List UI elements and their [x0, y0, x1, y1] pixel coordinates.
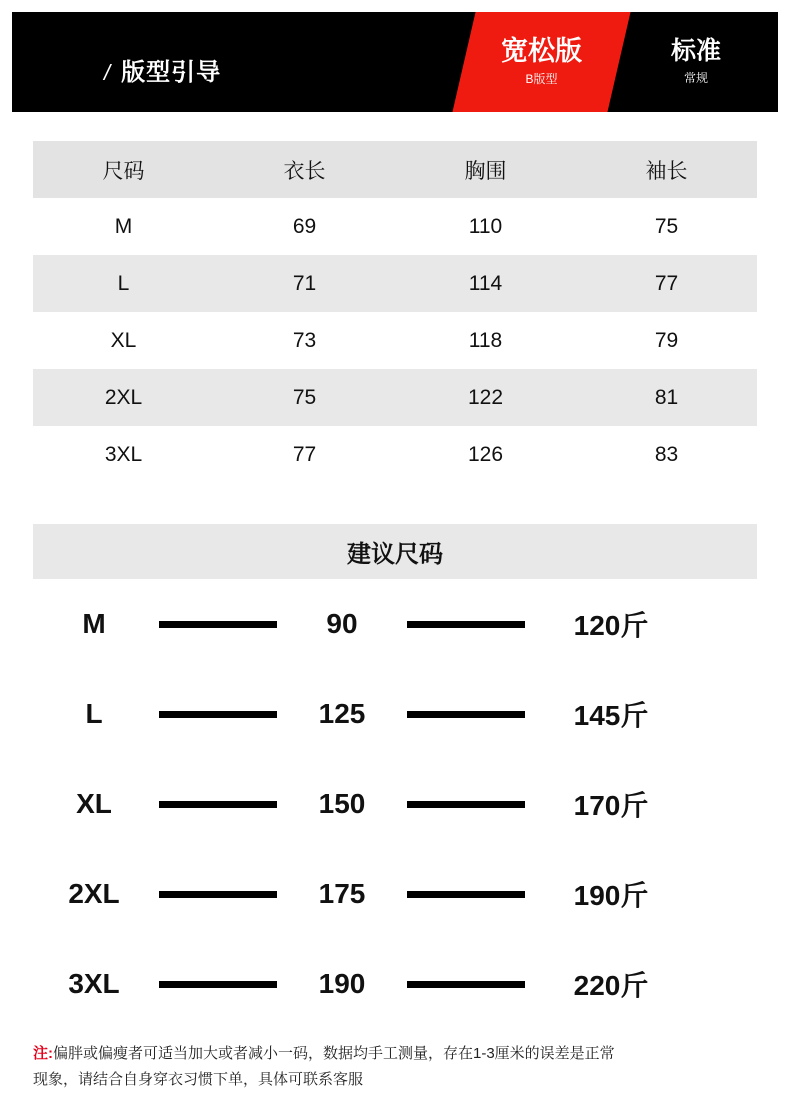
column-header-sleeve: 袖长 — [576, 141, 757, 198]
dash-separator — [159, 891, 277, 898]
size-guide-page — [0, 12, 790, 1104]
cell-size: 3XL — [33, 426, 214, 483]
cell-sleeve: 75 — [576, 198, 757, 255]
page-title — [104, 52, 221, 87]
cell-length: 77 — [214, 426, 395, 483]
list-item — [33, 759, 757, 849]
tab-loose-fit-label: 宽松版 — [501, 36, 582, 67]
recommended-size-title: 建议尺码 — [33, 524, 757, 579]
cell-bust: 110 — [395, 198, 576, 255]
tab-standard-label: 标准 — [670, 36, 721, 65]
table-row — [33, 426, 757, 483]
cell-size: 2XL — [33, 369, 214, 426]
cell-length: 75 — [214, 369, 395, 426]
dash-separator — [159, 621, 277, 628]
note-block — [33, 1041, 757, 1094]
rec-size: 3XL — [68, 968, 120, 999]
rec-weight-from: 175 — [318, 878, 366, 909]
table-row — [33, 255, 757, 312]
tab-standard-sublabel: 常规 — [683, 71, 708, 86]
cell-length: 73 — [214, 312, 395, 369]
list-item — [33, 669, 757, 759]
rec-weight-to: 120斤 — [573, 610, 649, 641]
rec-weight-to: 170斤 — [573, 790, 649, 821]
column-header-bust: 胸围 — [395, 141, 576, 198]
rec-weight-from: 150 — [318, 788, 366, 819]
cell-sleeve: 77 — [576, 255, 757, 312]
list-item — [33, 579, 757, 669]
cell-bust: 114 — [395, 255, 576, 312]
dash-separator — [159, 801, 277, 808]
rec-weight-from: 125 — [318, 698, 366, 729]
cell-length: 71 — [214, 255, 395, 312]
note-label: 注: — [33, 1045, 53, 1062]
rec-weight-from: 90 — [326, 608, 358, 639]
dash-separator — [407, 981, 525, 988]
cell-bust: 118 — [395, 312, 576, 369]
page-title-text: 版型引导 — [121, 59, 222, 86]
title-slash: / — [104, 60, 112, 85]
table-row — [33, 198, 757, 255]
table-header-row — [33, 141, 757, 198]
tab-loose-fit-sublabel: B版型 — [525, 71, 558, 86]
note-line-1: 偏胖或偏瘦者可适当加大或者减小一码，数据均手工测量，存在1-3厘米的误差是正常 — [53, 1045, 615, 1062]
note-line-2: 现象，请结合自身穿衣习惯下单，具体可联系客服 — [33, 1071, 364, 1089]
column-header-size: 尺码 — [33, 141, 214, 198]
column-header-length: 衣长 — [214, 141, 395, 198]
rec-size: 2XL — [68, 878, 120, 909]
list-item — [33, 849, 757, 939]
rec-weight-to: 145斤 — [573, 700, 649, 731]
cell-bust: 126 — [395, 426, 576, 483]
cell-sleeve: 79 — [576, 312, 757, 369]
cell-size: L — [33, 255, 214, 312]
rec-size: M — [82, 608, 106, 639]
rec-size: XL — [76, 788, 112, 819]
rec-weight-to: 190斤 — [573, 880, 649, 911]
tab-loose-fit[interactable] — [452, 12, 630, 112]
dash-separator — [159, 711, 277, 718]
dash-separator — [407, 891, 525, 898]
cell-size: XL — [33, 312, 214, 369]
table-row — [33, 369, 757, 426]
cell-bust: 122 — [395, 369, 576, 426]
dash-separator — [159, 981, 277, 988]
table-row — [33, 312, 757, 369]
dash-separator — [407, 711, 525, 718]
recommended-size-list — [33, 579, 757, 1029]
list-item — [33, 939, 757, 1029]
dash-separator — [407, 621, 525, 628]
cell-size: M — [33, 198, 214, 255]
size-measurement-table — [33, 141, 757, 483]
dash-separator — [407, 801, 525, 808]
rec-size: L — [85, 698, 103, 729]
cell-sleeve: 83 — [576, 426, 757, 483]
cell-length: 69 — [214, 198, 395, 255]
rec-weight-from: 190 — [318, 968, 366, 999]
tab-standard[interactable] — [626, 12, 766, 112]
rec-weight-to: 220斤 — [573, 970, 649, 1001]
header-bar — [12, 12, 778, 112]
cell-sleeve: 81 — [576, 369, 757, 426]
